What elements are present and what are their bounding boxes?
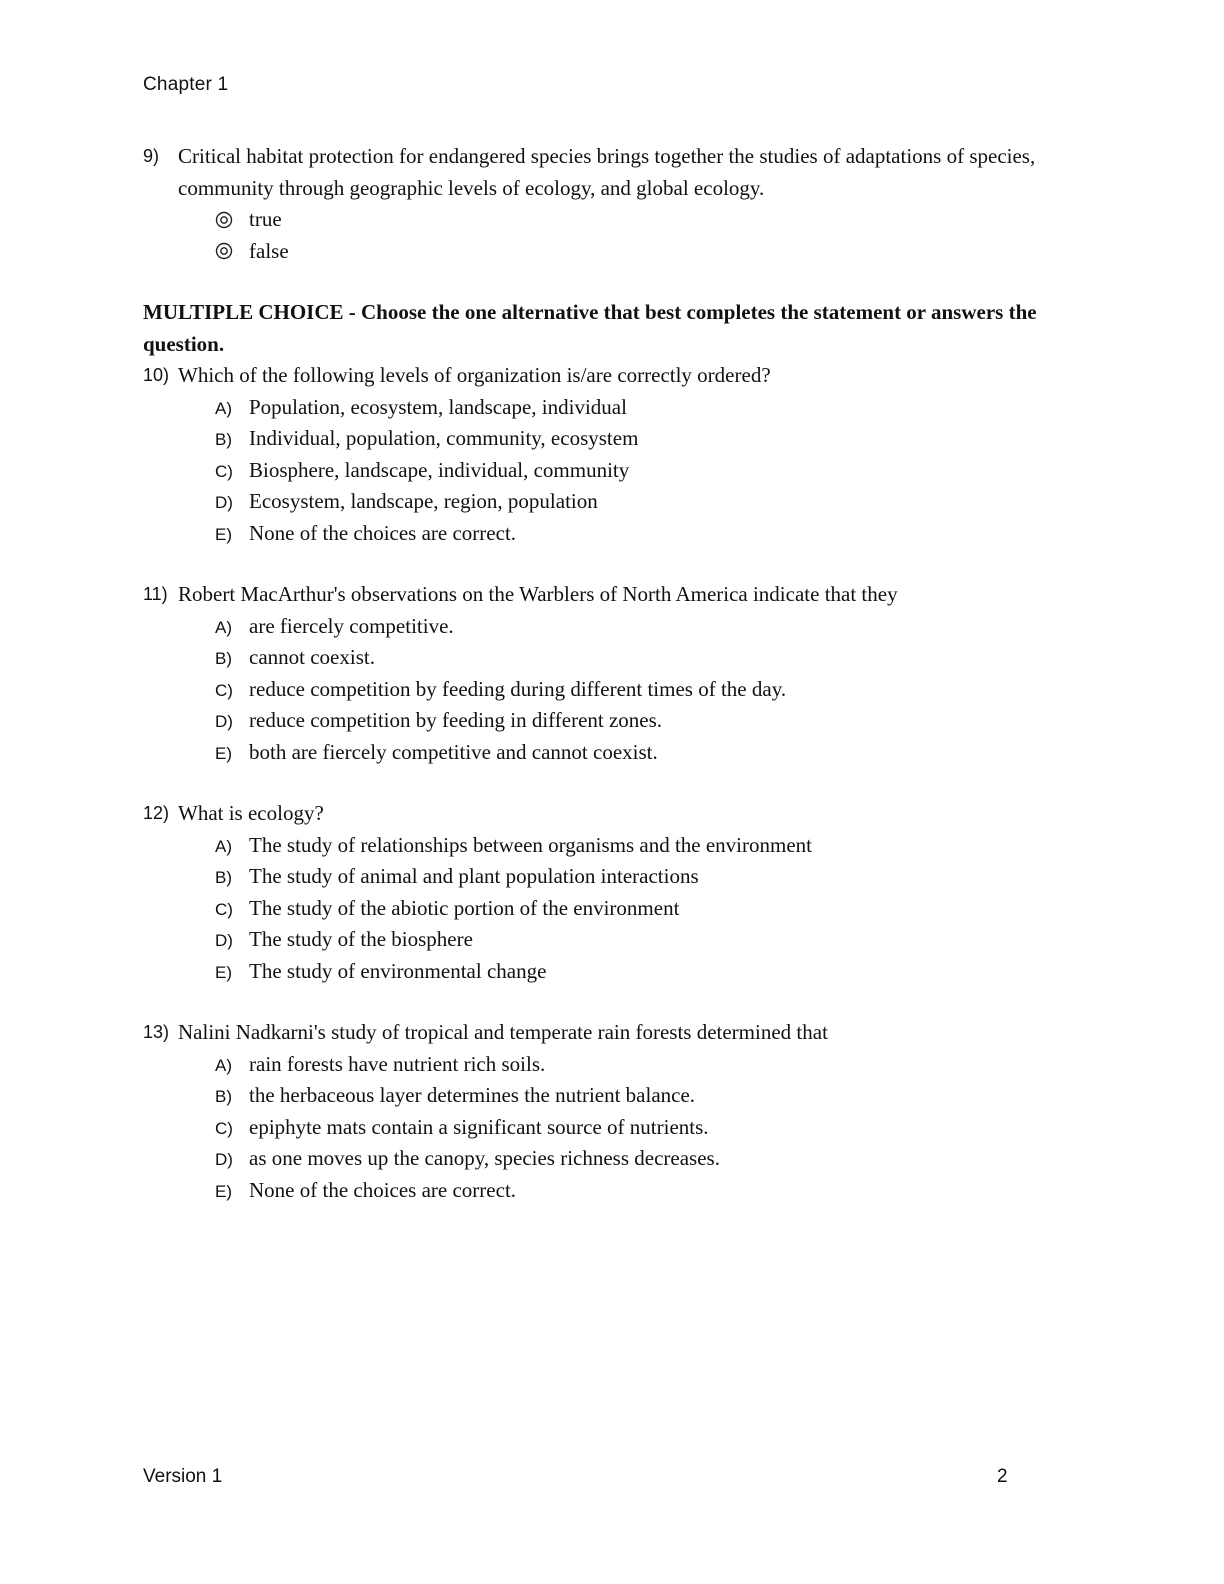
question-number: 10) <box>143 365 170 385</box>
option-letter: B) <box>215 649 232 668</box>
option-letter: D) <box>215 493 233 512</box>
option-text: true <box>249 207 282 231</box>
question-number: 13) <box>143 1022 170 1042</box>
option-text: both are fiercely competitive and cannot coexist. <box>249 739 658 764</box>
question-list <box>143 141 1083 1206</box>
option-text: The study of the biosphere <box>249 927 473 951</box>
option-letter: E) <box>215 962 232 982</box>
option-letter: A) <box>215 398 232 418</box>
option-letter: D) <box>215 712 233 731</box>
radio-icon[interactable] <box>215 236 249 268</box>
chapter-header: Chapter 1 <box>143 74 229 95</box>
question-text: Nalini Nadkarni's study of tropical and temperate rain forests determined that <box>178 1020 828 1044</box>
option-letter: D) <box>215 931 233 950</box>
option-text: The study of the abiotic portion of the environment <box>249 895 680 920</box>
option-letter: E) <box>215 524 232 544</box>
option-d[interactable] <box>215 705 1083 737</box>
question-9 <box>143 141 1083 267</box>
option-text: Population, ecosystem, landscape, individual <box>249 394 627 419</box>
option-letter: C) <box>215 680 233 700</box>
page-number: 2 <box>997 1466 1008 1487</box>
question-10 <box>143 360 1083 549</box>
option-b[interactable] <box>215 1080 1083 1112</box>
option-text: the herbaceous layer determines the nutrient balance. <box>249 1083 696 1107</box>
option-true[interactable] <box>215 204 1083 236</box>
option-text: None of the choices are correct. <box>249 1177 517 1202</box>
option-text: reduce competition by feeding during different times of the day. <box>249 676 787 701</box>
option-text: Individual, population, community, ecosystem <box>249 426 639 450</box>
spacer <box>143 768 1083 798</box>
option-letter: A) <box>215 617 232 637</box>
option-letter: E) <box>215 743 232 763</box>
version-label: Version 1 <box>143 1466 223 1487</box>
option-letter: E) <box>215 1181 232 1201</box>
section-heading: MULTIPLE CHOICE - Choose the one alternative that best completes the statement or answers the question. <box>143 300 1037 356</box>
question-text: What is ecology? <box>178 801 324 825</box>
option-d[interactable] <box>215 924 1083 956</box>
option-text: Biosphere, landscape, individual, community <box>249 457 630 482</box>
option-c[interactable] <box>215 674 1083 706</box>
option-letter: C) <box>215 461 233 481</box>
question-number: 11) <box>143 584 168 604</box>
option-e[interactable] <box>215 956 1083 988</box>
option-text: The study of environmental change <box>249 958 547 983</box>
option-letter: C) <box>215 899 233 919</box>
option-text: The study of animal and plant population interactions <box>249 864 699 888</box>
option-e[interactable] <box>215 518 1083 550</box>
question-number: 12) <box>143 803 170 823</box>
option-b[interactable] <box>215 423 1083 455</box>
spacer <box>143 549 1083 579</box>
option-letter: B) <box>215 1087 232 1106</box>
question-11 <box>143 579 1083 768</box>
question-13 <box>143 1017 1083 1206</box>
option-text: are fiercely competitive. <box>249 613 454 638</box>
question-text: Critical habitat protection for endangered species brings together the studies of adaptations of species, community through geographic levels of ecology, and global ecology. <box>178 144 1036 200</box>
option-letter: B) <box>215 430 232 449</box>
option-c[interactable] <box>215 1112 1083 1144</box>
question-12 <box>143 798 1083 987</box>
option-d[interactable] <box>215 1143 1083 1175</box>
option-a[interactable] <box>215 392 1083 424</box>
option-e[interactable] <box>215 1175 1083 1207</box>
option-a[interactable] <box>215 611 1083 643</box>
option-text: reduce competition by feeding in different zones. <box>249 708 663 732</box>
option-a[interactable] <box>215 1049 1083 1081</box>
spacer <box>143 987 1083 1017</box>
option-letter: C) <box>215 1118 233 1138</box>
option-letter: A) <box>215 836 232 856</box>
option-letter: D) <box>215 1150 233 1169</box>
option-text: false <box>249 238 289 263</box>
option-letter: B) <box>215 868 232 887</box>
option-text: The study of relationships between organisms and the environment <box>249 832 812 857</box>
option-b[interactable] <box>215 861 1083 893</box>
option-d[interactable] <box>215 486 1083 518</box>
option-text: rain forests have nutrient rich soils. <box>249 1051 546 1076</box>
option-a[interactable] <box>215 830 1083 862</box>
radio-icon[interactable] <box>215 204 249 236</box>
option-false[interactable] <box>215 236 1083 268</box>
option-text: as one moves up the canopy, species richness decreases. <box>249 1146 720 1170</box>
question-number: 9) <box>143 146 160 166</box>
option-text: cannot coexist. <box>249 645 375 669</box>
option-e[interactable] <box>215 737 1083 769</box>
option-text: Ecosystem, landscape, region, population <box>249 489 598 513</box>
option-c[interactable] <box>215 893 1083 925</box>
question-text: Which of the following levels of organization is/are correctly ordered? <box>178 363 771 387</box>
option-text: None of the choices are correct. <box>249 520 517 545</box>
option-text: epiphyte mats contain a significant source of nutrients. <box>249 1114 709 1139</box>
option-letter: A) <box>215 1055 232 1075</box>
question-text: Robert MacArthur's observations on the Warblers of North America indicate that they <box>178 582 898 606</box>
option-b[interactable] <box>215 642 1083 674</box>
option-c[interactable] <box>215 455 1083 487</box>
